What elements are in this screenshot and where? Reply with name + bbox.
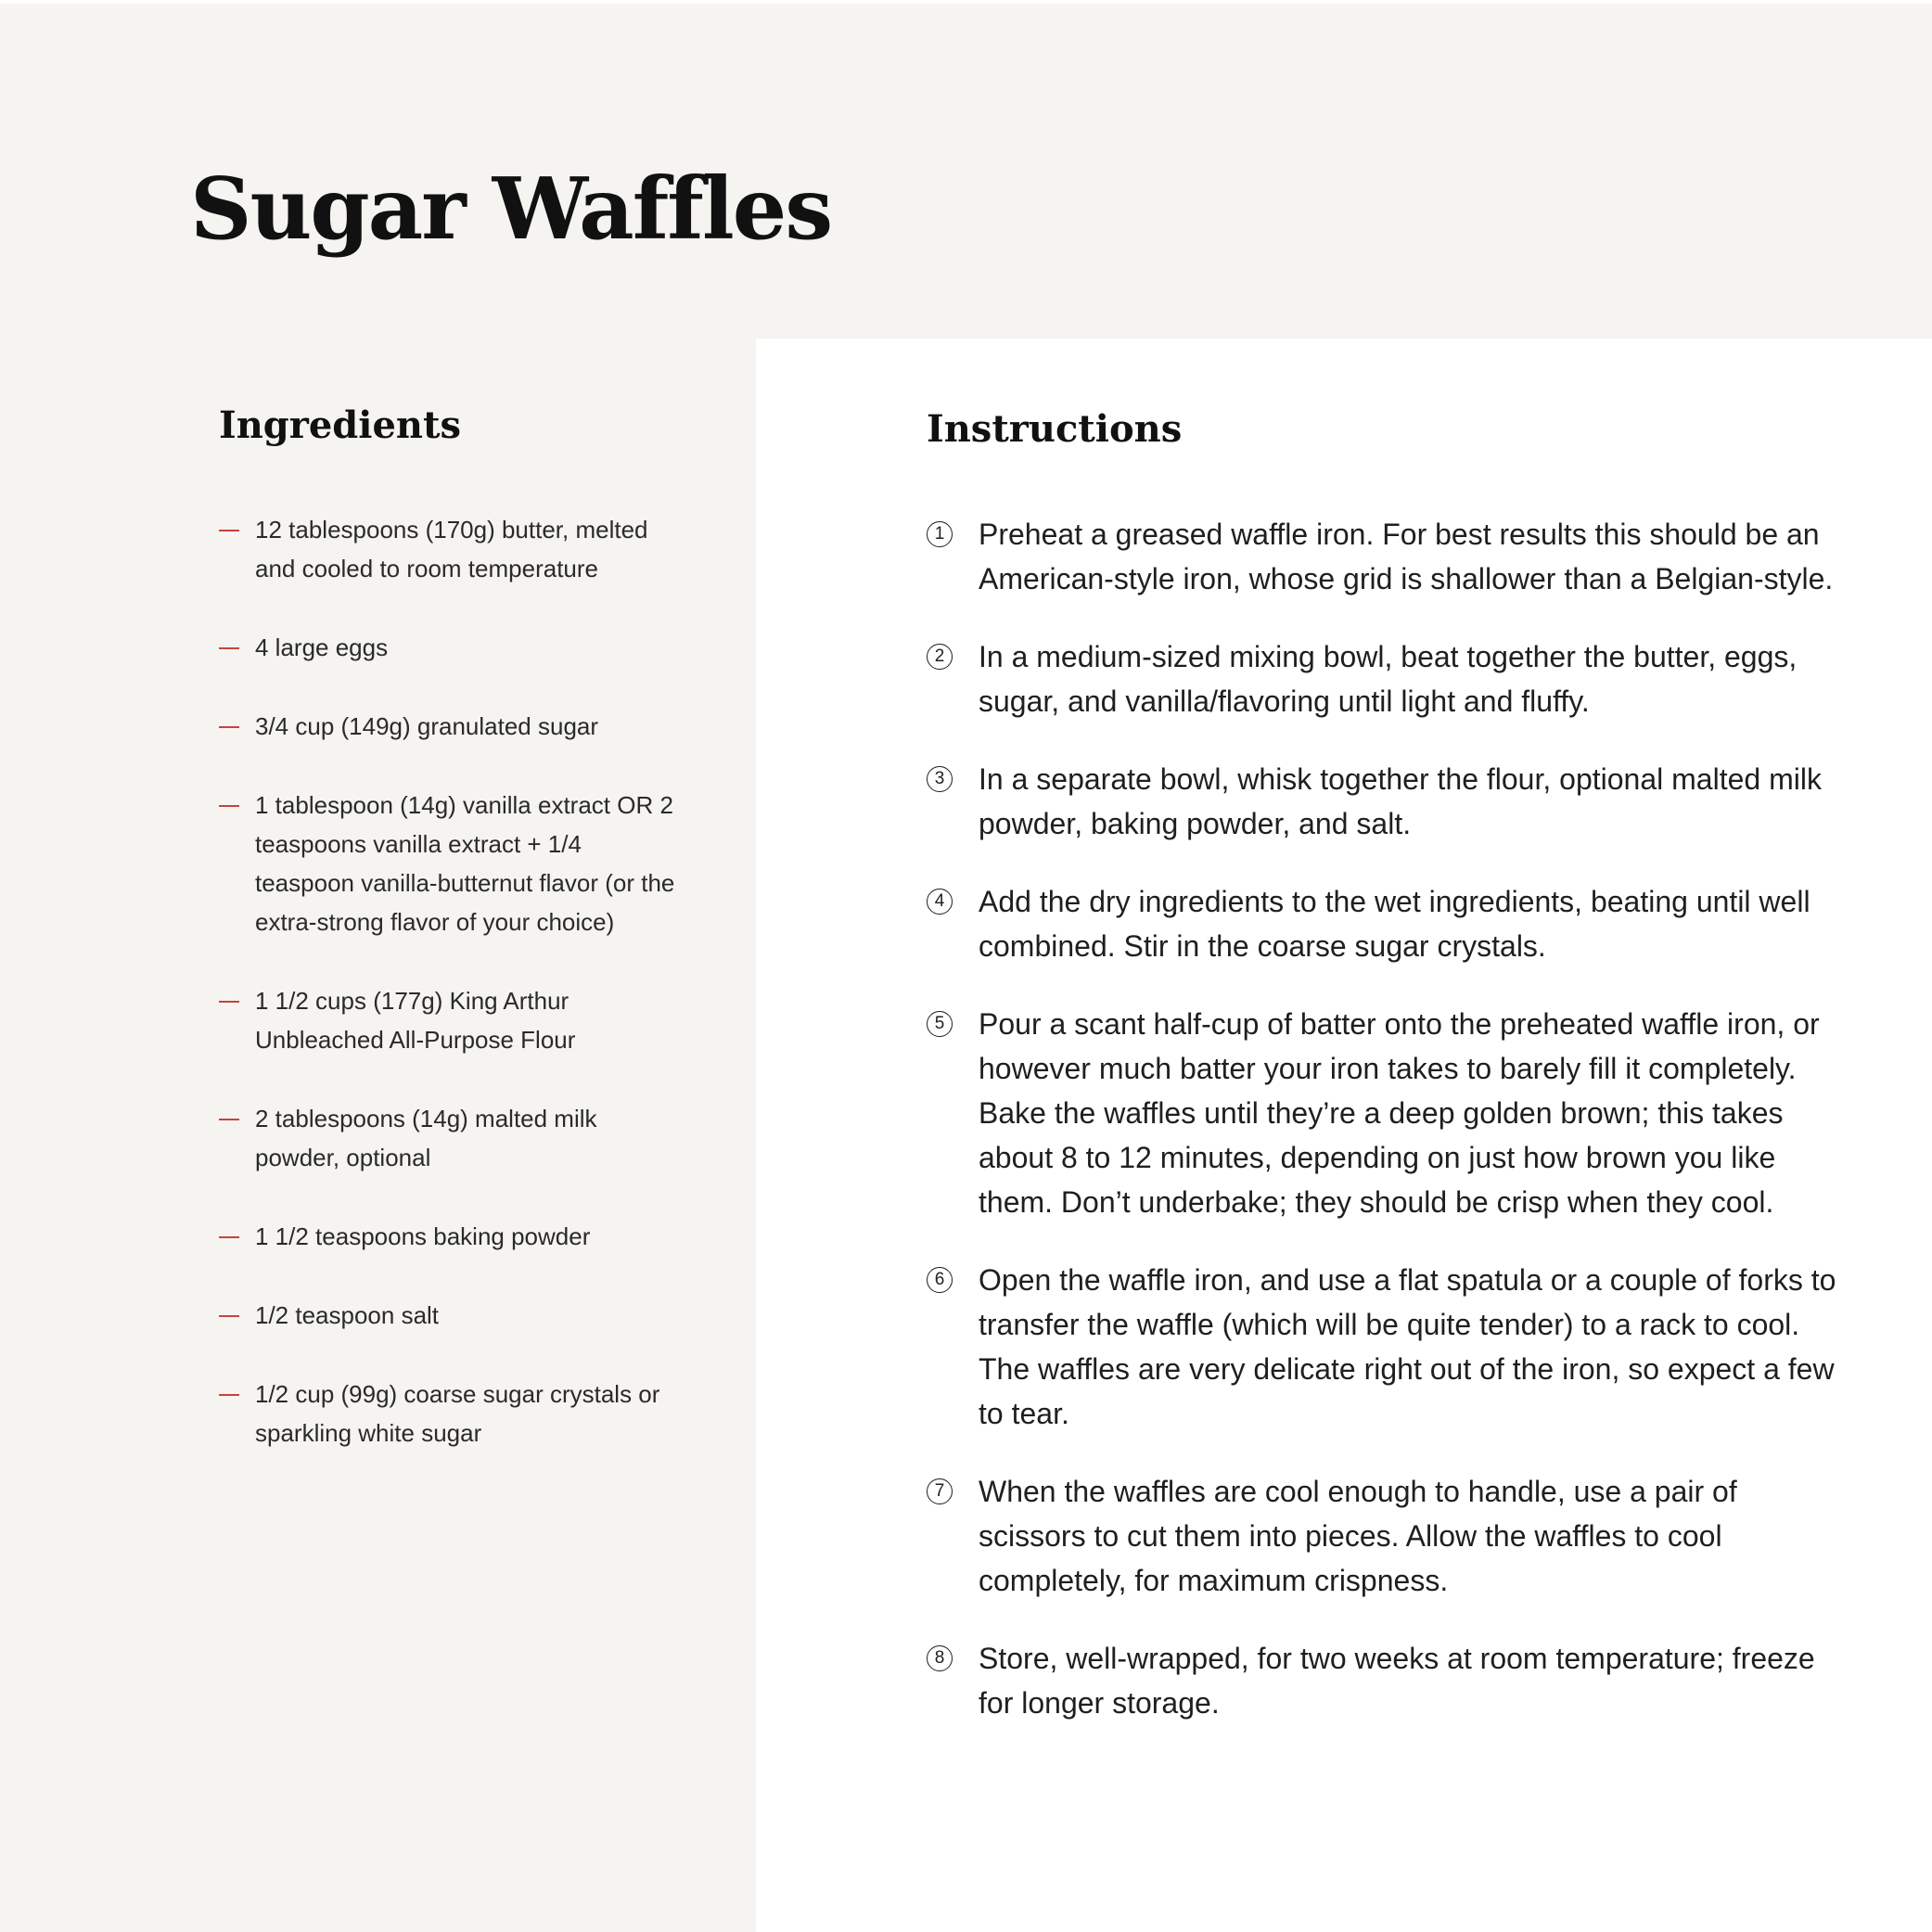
ingredient-item bbox=[219, 510, 683, 588]
step-item bbox=[927, 512, 1845, 601]
ingredient-item bbox=[219, 786, 683, 941]
ingredient-text: 1 1/2 cups (177g) King Arthur Unbleached All-Purpose Flour bbox=[255, 987, 576, 1054]
dash-icon bbox=[219, 726, 239, 728]
step-number-circle: 3 bbox=[927, 766, 953, 792]
step-number-circle: 5 bbox=[927, 1011, 953, 1037]
step-item bbox=[927, 1002, 1845, 1224]
step-item bbox=[927, 757, 1845, 846]
dash-icon bbox=[219, 1394, 239, 1396]
step-list bbox=[927, 512, 1845, 1759]
ingredient-text: 1 tablespoon (14g) vanilla extract OR 2 teaspoons vanilla extract + 1/4 teaspoon vanilla-butternut flavor (or the extra-strong flavor of your choice) bbox=[255, 791, 675, 936]
dash-icon bbox=[219, 1236, 239, 1238]
ingredient-item bbox=[219, 1099, 683, 1177]
ingredient-text: 1/2 cup (99g) coarse sugar crystals or sparkling white sugar bbox=[255, 1380, 660, 1447]
top-border bbox=[0, 0, 1932, 4]
ingredient-item bbox=[219, 1375, 683, 1452]
step-item bbox=[927, 1469, 1845, 1603]
ingredient-text: 4 large eggs bbox=[255, 633, 389, 661]
ingredient-list bbox=[219, 510, 683, 1492]
dash-icon bbox=[219, 1119, 239, 1120]
ingredient-item bbox=[219, 628, 683, 667]
step-text: Pour a scant half-cup of batter onto the preheated waffle iron, or however much batter your iron takes to barely fill it completely. Bake the waffles until they’re a deep golden brown; this takes about 8 to 12 minutes, depending on just how brown you like them. Don’t underbake; they should be crisp when they cool. bbox=[979, 1007, 1820, 1219]
step-text: Preheat a greased waffle iron. For best results this should be an American-style iron, whose grid is shallower than a Belgian-style. bbox=[979, 518, 1834, 595]
instructions-panel bbox=[756, 339, 1932, 1932]
ingredient-text: 2 tablespoons (14g) malted milk powder, optional bbox=[255, 1105, 597, 1171]
step-number-circle: 4 bbox=[927, 889, 953, 915]
step-number-circle: 8 bbox=[927, 1645, 953, 1671]
ingredient-item bbox=[219, 707, 683, 746]
step-text: Store, well-wrapped, for two weeks at room temperature; freeze for longer storage. bbox=[979, 1642, 1815, 1720]
step-text: Open the waffle iron, and use a flat spatula or a couple of forks to transfer the waffle (which will be quite tender) to a rack to cool. The waffles are very delicate right out of the iron, so expect a few to tear. bbox=[979, 1263, 1836, 1430]
step-item bbox=[927, 1636, 1845, 1725]
page-title: Sugar Waffles bbox=[190, 159, 832, 259]
ingredient-item bbox=[219, 981, 683, 1059]
step-text: Add the dry ingredients to the wet ingredients, beating until well combined. Stir in the coarse sugar crystals. bbox=[979, 885, 1810, 963]
ingredient-text: 1/2 teaspoon salt bbox=[255, 1301, 440, 1329]
ingredient-text: 12 tablespoons (170g) butter, melted and cooled to room temperature bbox=[255, 516, 648, 582]
step-number-circle: 2 bbox=[927, 644, 953, 670]
step-number-circle: 1 bbox=[927, 521, 953, 547]
step-item bbox=[927, 634, 1845, 723]
ingredient-text: 3/4 cup (149g) granulated sugar bbox=[255, 712, 599, 740]
ingredient-text: 1 1/2 teaspoons baking powder bbox=[255, 1222, 591, 1250]
dash-icon bbox=[219, 1315, 239, 1317]
step-number-circle: 6 bbox=[927, 1267, 953, 1293]
step-text: In a separate bowl, whisk together the flour, optional malted milk powder, baking powder, and salt. bbox=[979, 762, 1822, 840]
step-number-circle: 7 bbox=[927, 1478, 953, 1504]
dash-icon bbox=[219, 530, 239, 531]
step-text: In a medium-sized mixing bowl, beat together the butter, eggs, sugar, and vanilla/flavoring until light and fluffy. bbox=[979, 640, 1798, 718]
step-item bbox=[927, 879, 1845, 968]
step-text: When the waffles are cool enough to handle, use a pair of scissors to cut them into pieces. Allow the waffles to cool completely, for maximum crispness. bbox=[979, 1475, 1737, 1597]
ingredient-item bbox=[219, 1217, 683, 1256]
ingredients-panel bbox=[0, 339, 756, 1932]
ingredients-heading: Ingredients bbox=[219, 403, 461, 447]
dash-icon bbox=[219, 647, 239, 649]
ingredient-item bbox=[219, 1296, 683, 1335]
instructions-heading: Instructions bbox=[927, 407, 1183, 451]
step-item bbox=[927, 1258, 1845, 1436]
dash-icon bbox=[219, 805, 239, 807]
dash-icon bbox=[219, 1001, 239, 1003]
